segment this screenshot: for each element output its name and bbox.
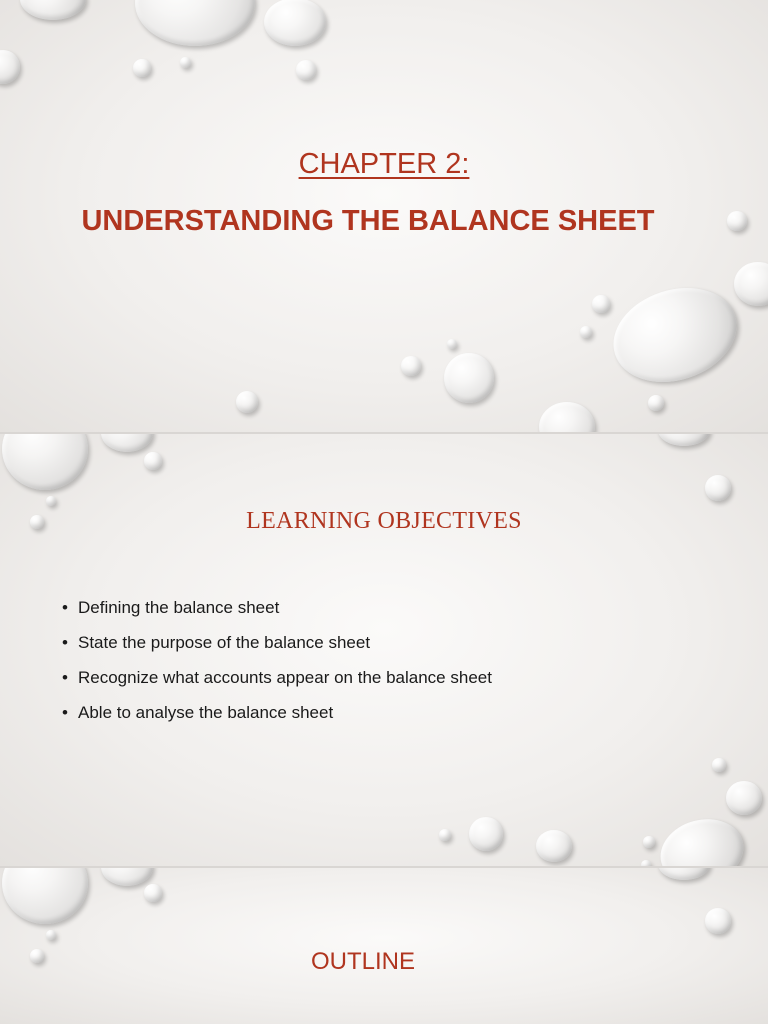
water-droplet-icon (46, 930, 56, 940)
water-droplet-icon (643, 836, 655, 848)
objective-text: State the purpose of the balance sheet (78, 633, 371, 652)
water-droplet-icon (648, 395, 664, 411)
water-droplet-icon (135, 0, 255, 46)
water-droplet-icon (469, 817, 503, 851)
water-droplet-icon (236, 391, 258, 413)
water-droplet-icon (712, 758, 726, 772)
water-droplet-icon (580, 326, 592, 338)
list-item (62, 699, 492, 734)
water-droplet-icon (144, 884, 162, 902)
water-droplet-icon (20, 0, 86, 20)
water-droplet-icon (592, 295, 610, 313)
objectives-list (62, 594, 492, 734)
water-droplet-icon (447, 339, 457, 349)
water-droplet-icon (101, 434, 153, 452)
water-droplet-icon (601, 273, 749, 398)
water-droplet-icon (726, 781, 762, 815)
water-droplet-icon (2, 868, 88, 924)
water-droplet-icon (658, 434, 710, 446)
water-droplet-icon (705, 908, 731, 934)
slide-title-text: UNDERSTANDING THE BALANCE SHEET (81, 205, 655, 237)
water-droplet-icon (734, 262, 768, 306)
water-droplet-icon (296, 60, 316, 80)
list-item (62, 629, 492, 664)
chapter-label: CHAPTER 2: (298, 148, 470, 180)
slide-title (0, 0, 768, 432)
bullet-dot-icon: • (62, 633, 68, 652)
outline-heading: OUTLINE (310, 948, 415, 975)
slide-outline (0, 868, 768, 1024)
water-droplet-icon (536, 830, 572, 862)
water-droplet-icon (0, 50, 20, 84)
learning-objectives-heading: LEARNING OBJECTIVES (246, 508, 522, 534)
water-droplet-icon (144, 452, 162, 470)
list-item (62, 664, 492, 699)
water-droplet-icon (539, 402, 595, 432)
water-droplet-icon (133, 59, 151, 77)
water-droplet-icon (439, 829, 451, 841)
bullet-dot-icon: • (62, 598, 68, 617)
water-droplet-icon (653, 810, 751, 866)
water-droplet-icon (46, 496, 56, 506)
objective-text: Recognize what accounts appear on the balance sheet (78, 668, 492, 687)
slide-learning-objectives (0, 434, 768, 866)
list-item (62, 594, 492, 629)
water-droplet-icon (705, 475, 731, 501)
water-droplet-icon (2, 434, 88, 490)
water-droplet-icon (658, 868, 710, 880)
water-droplet-icon (180, 57, 191, 68)
bullet-dot-icon: • (62, 668, 68, 687)
water-droplet-icon (641, 860, 651, 866)
water-droplet-icon (264, 0, 326, 46)
bullet-dot-icon: • (62, 703, 68, 722)
objective-text: Able to analyse the balance sheet (78, 703, 334, 722)
water-droplet-icon (101, 868, 153, 886)
objective-text: Defining the balance sheet (78, 598, 280, 617)
water-droplet-icon (444, 353, 494, 403)
water-droplet-icon (401, 356, 421, 376)
